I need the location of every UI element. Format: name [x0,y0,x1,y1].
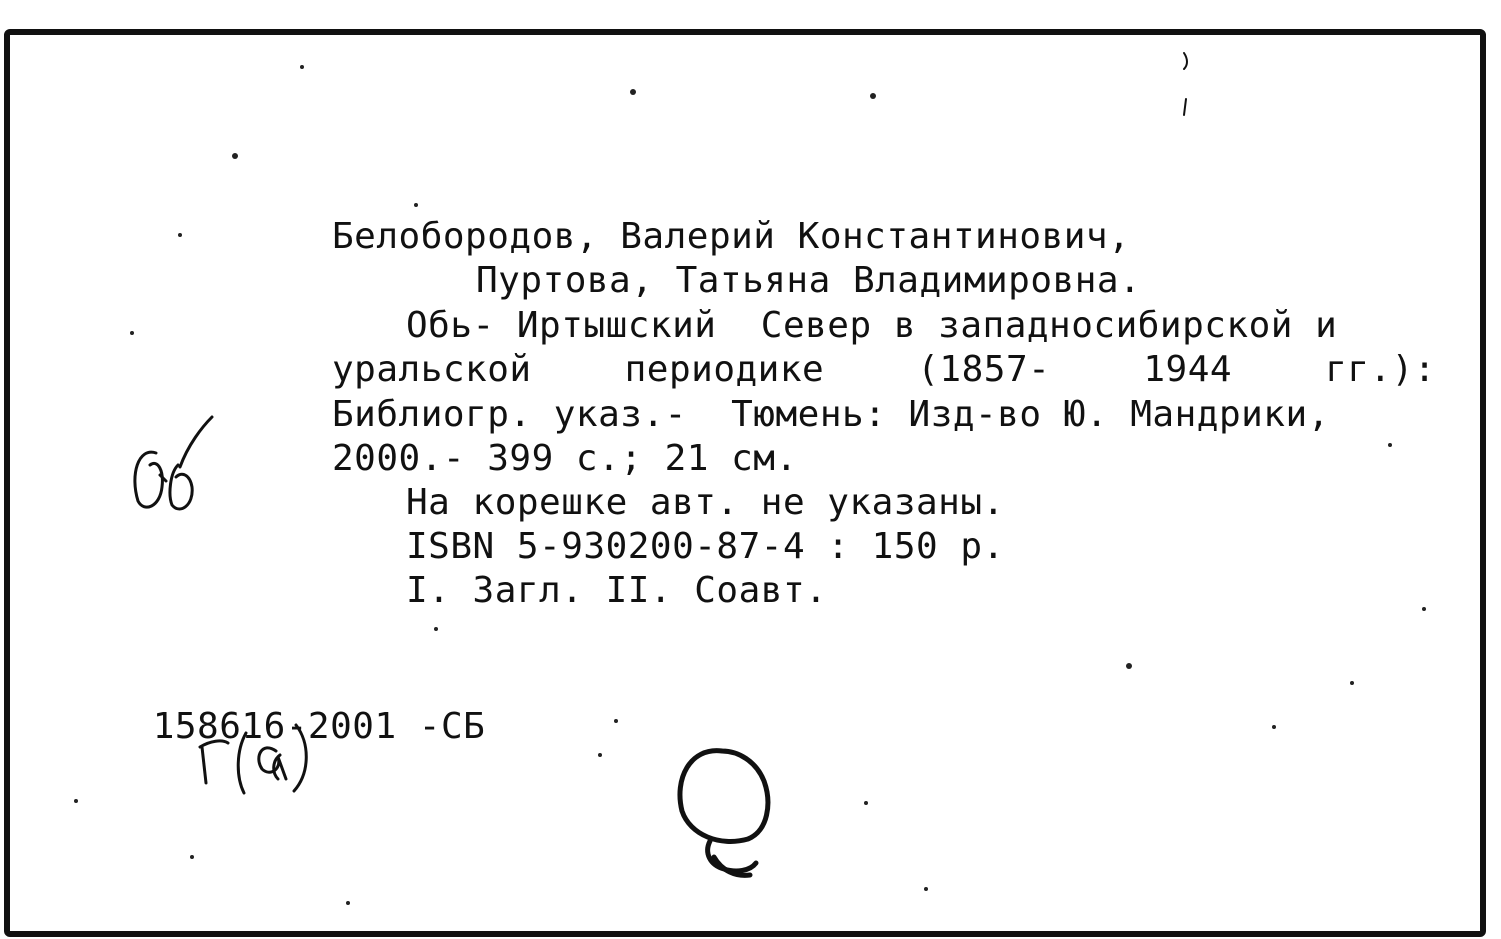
speck [870,93,876,99]
speck [178,233,182,237]
title-line-1: Обь- Иртышский Север в западносибирской и [406,305,1338,346]
speck [614,719,618,723]
isbn-line: ISBN 5-930200-87-4 : 150 р. [406,526,1005,567]
speck [598,753,602,757]
handwritten-ob-mark [135,417,212,509]
coauthor-heading: Пуртова, Татьяна Владимировна. [476,260,1142,301]
catalog-card [4,29,1486,937]
note-line: На корешке авт. не указаны. [406,482,1005,523]
handwritten-loop-mark [680,751,768,876]
speck [1272,725,1276,729]
title-word: 1944 [1143,349,1233,390]
imprint-line: Библиогр. указ.- Тюмень: Изд-во Ю. Мандрики, [332,394,1330,435]
accession-suffix: СБ [440,706,486,747]
title-word: уральской [332,349,532,390]
handwritten-marks [10,35,1480,931]
handwritten-g-mark [200,725,306,793]
speck [924,887,928,891]
title-word: гг.): [1325,349,1436,390]
speck [232,153,238,159]
tracings-line: I. Загл. II. Соавт. [406,570,828,611]
speck [414,203,418,207]
accession-id: 158616-2001 [152,706,397,747]
main-author-heading: Белобородов, Валерий Константинович, [332,216,1131,257]
speck [190,855,194,859]
accession-number: 158616-2001 ‑СБ [152,706,486,747]
speck [130,331,134,335]
speck [1350,681,1354,685]
handwritten-tick-mark [1184,53,1187,115]
speck [434,627,438,631]
speck [630,89,636,95]
speck [74,799,78,803]
title-word: периодике [624,349,825,390]
speck [864,801,868,805]
extent-line: 2000.- 399 с.; 21 см. [332,438,798,479]
speck [1126,663,1132,669]
speck [300,65,304,69]
speck [346,901,350,905]
speck [1388,443,1392,447]
speck [1422,607,1426,611]
title-word: (1857- [917,349,1051,390]
